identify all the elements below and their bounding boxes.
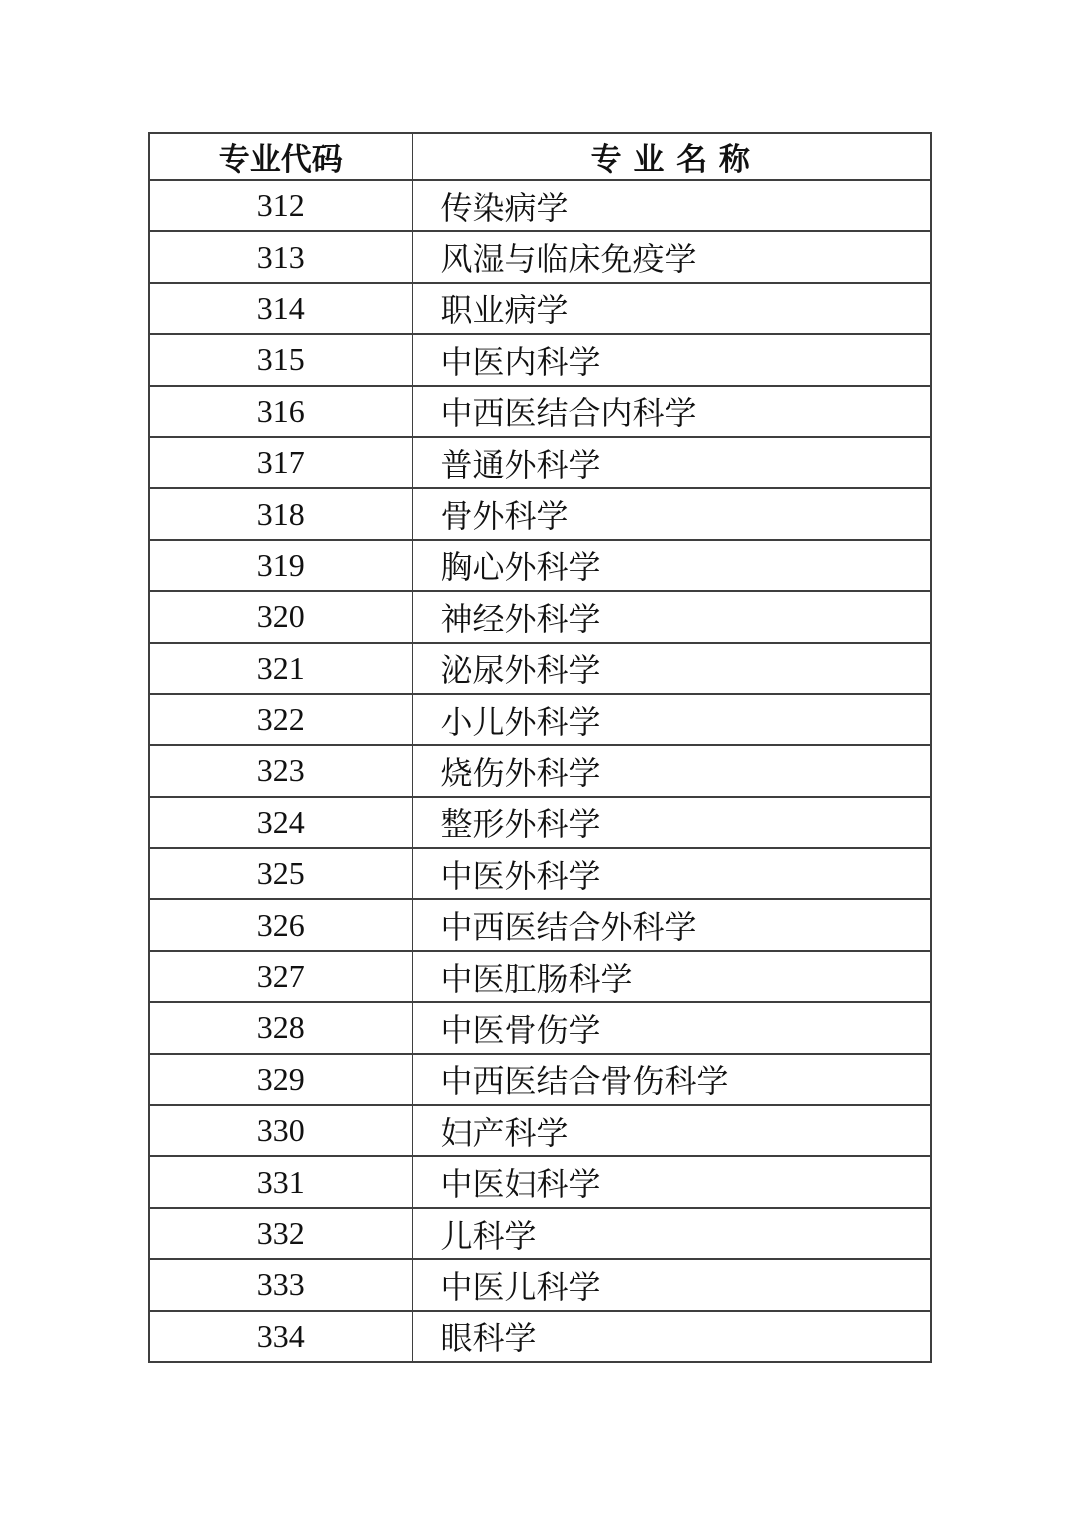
table-row — [149, 1259, 931, 1310]
major-name-cell: 中医儿科学 — [412, 1259, 931, 1310]
major-name-cell: 职业病学 — [412, 283, 931, 334]
major-name-cell: 骨外科学 — [412, 488, 931, 539]
major-name-cell: 泌尿外科学 — [412, 643, 931, 694]
table-row — [149, 1156, 931, 1207]
major-code-cell: 320 — [149, 591, 412, 642]
major-code-cell: 330 — [149, 1105, 412, 1156]
table-row — [149, 437, 931, 488]
table-row — [149, 1311, 931, 1362]
header-major-code: 专业代码 — [149, 133, 412, 180]
table-row — [149, 643, 931, 694]
major-name-cell: 神经外科学 — [412, 591, 931, 642]
major-name-cell: 中医骨伤学 — [412, 1002, 931, 1053]
major-code-cell: 331 — [149, 1156, 412, 1207]
major-code-cell: 317 — [149, 437, 412, 488]
major-name-cell: 儿科学 — [412, 1208, 931, 1259]
table-row — [149, 540, 931, 591]
table-row — [149, 591, 931, 642]
table-row — [149, 488, 931, 539]
major-name-cell: 中医肛肠科学 — [412, 951, 931, 1002]
major-code-cell: 333 — [149, 1259, 412, 1310]
table-row — [149, 899, 931, 950]
major-name-cell: 普通外科学 — [412, 437, 931, 488]
major-code-cell: 314 — [149, 283, 412, 334]
major-code-cell: 313 — [149, 231, 412, 282]
major-name-cell: 中西医结合外科学 — [412, 899, 931, 950]
table-row — [149, 180, 931, 231]
major-code-cell: 324 — [149, 797, 412, 848]
major-code-cell: 315 — [149, 334, 412, 385]
major-code-cell: 327 — [149, 951, 412, 1002]
table-row — [149, 1105, 931, 1156]
major-name-cell: 妇产科学 — [412, 1105, 931, 1156]
major-name-cell: 小儿外科学 — [412, 694, 931, 745]
table-row — [149, 1054, 931, 1105]
major-name-cell: 风湿与临床免疫学 — [412, 231, 931, 282]
major-code-cell: 323 — [149, 745, 412, 796]
major-code-cell: 316 — [149, 386, 412, 437]
table-row — [149, 951, 931, 1002]
major-code-cell: 329 — [149, 1054, 412, 1105]
table-row — [149, 386, 931, 437]
major-code-cell: 312 — [149, 180, 412, 231]
major-name-cell: 眼科学 — [412, 1311, 931, 1362]
table-row — [149, 694, 931, 745]
table-row — [149, 283, 931, 334]
major-name-cell: 中医外科学 — [412, 848, 931, 899]
major-name-cell: 中医妇科学 — [412, 1156, 931, 1207]
table-row — [149, 1208, 931, 1259]
major-name-cell: 传染病学 — [412, 180, 931, 231]
table-header-row — [149, 133, 931, 180]
major-name-cell: 中西医结合骨伤科学 — [412, 1054, 931, 1105]
major-name-cell: 整形外科学 — [412, 797, 931, 848]
major-name-cell: 烧伤外科学 — [412, 745, 931, 796]
major-code-table — [148, 132, 932, 1363]
major-code-cell: 326 — [149, 899, 412, 950]
major-code-cell: 325 — [149, 848, 412, 899]
major-name-cell: 中西医结合内科学 — [412, 386, 931, 437]
major-code-cell: 328 — [149, 1002, 412, 1053]
table-row — [149, 745, 931, 796]
table-row — [149, 231, 931, 282]
table-row — [149, 1002, 931, 1053]
major-name-cell: 胸心外科学 — [412, 540, 931, 591]
major-code-cell: 318 — [149, 488, 412, 539]
major-code-cell: 319 — [149, 540, 412, 591]
table-row — [149, 334, 931, 385]
major-code-cell: 322 — [149, 694, 412, 745]
major-code-cell: 334 — [149, 1311, 412, 1362]
major-name-cell: 中医内科学 — [412, 334, 931, 385]
major-code-cell: 321 — [149, 643, 412, 694]
table-row — [149, 797, 931, 848]
table-row — [149, 848, 931, 899]
major-code-cell: 332 — [149, 1208, 412, 1259]
header-major-name: 专 业 名 称 — [412, 133, 931, 180]
